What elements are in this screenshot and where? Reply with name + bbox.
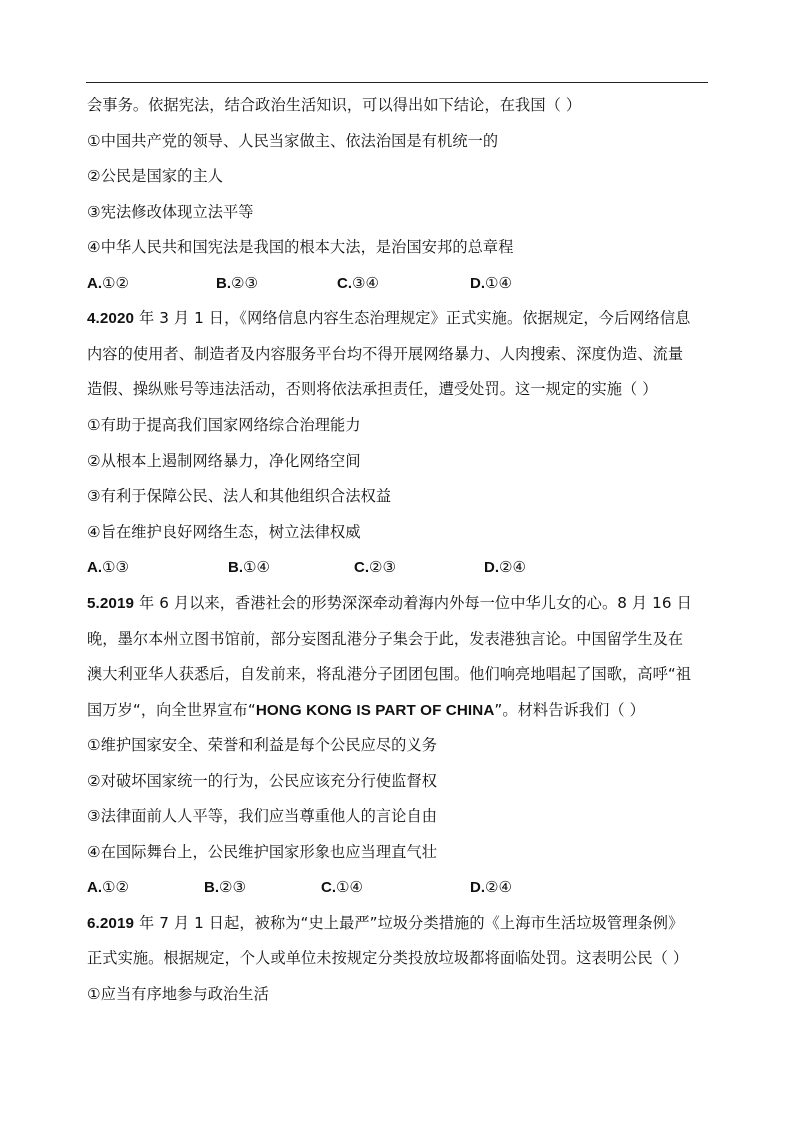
- q3-choice-a[interactable]: A.①②: [87, 274, 129, 292]
- q5-stem-line-4: 国万岁“，向全世界宣布“HONG KONG IS PART OF CHINA”。材料告诉我们（ ）: [87, 701, 645, 719]
- q3-choice-d[interactable]: D.①④: [470, 274, 512, 292]
- q4-stem-line-3: 造假、操纵账号等违法活动，否则将依法承担责任，遭受处罚。这一规定的实施（ ）: [87, 380, 658, 398]
- q5-choice-c[interactable]: C.①④: [321, 878, 363, 896]
- q6-stem-line-2: 正式实施。根据规定，个人或单位未按规定分类投放垃圾都将面临处罚。这表明公民（ ）: [87, 949, 689, 967]
- q4-choice-d[interactable]: D.②④: [484, 558, 526, 576]
- q6-statement-1: ①应当有序地参与政治生活: [87, 985, 269, 1003]
- q5-stem-line-1: 5.2019 年 6 月以来，香港社会的形势深深牵动着海内外每一位中华儿女的心。8 月 16 日: [87, 594, 692, 612]
- q5-stem-line-3: 澳大利亚华人获悉后，自发前来，将乱港分子团团包围。他们响亮地唱起了国歌，高呼“祖: [87, 665, 692, 683]
- q4-statement-2: ②从根本上遏制网络暴力，净化网络空间: [87, 452, 361, 470]
- q4-statement-3: ③有利于保障公民、法人和其他组织合法权益: [87, 487, 392, 505]
- q4-stem-line-1: 4.2020 年 3 月 1 日，《网络信息内容生态治理规定》正式实施。依据规定，今后网络信息: [87, 309, 691, 327]
- q4-choice-b[interactable]: B.①④: [228, 558, 270, 576]
- q4-statement-1: ①有助于提高我们国家网络综合治理能力: [87, 416, 361, 434]
- q4-statement-4: ④旨在维护良好网络生态，树立法律权威: [87, 523, 361, 541]
- q5-statement-1: ①维护国家安全、荣誉和利益是每个公民应尽的义务: [87, 736, 438, 754]
- q5-number: 5.2019: [87, 595, 135, 612]
- q5-statement-4: ④在国际舞台上，公民维护国家形象也应当理直气壮: [87, 843, 438, 861]
- q4-number: 4.2020: [87, 310, 135, 327]
- q3-statement-2: ②公民是国家的主人: [87, 167, 224, 185]
- q3-statement-1: ①中国共产党的领导、人民当家做主、依法治国是有机统一的: [87, 132, 499, 150]
- q3-choice-b[interactable]: B.②③: [216, 274, 258, 292]
- q5-statement-3: ③法律面前人人平等，我们应当尊重他人的言论自由: [87, 807, 438, 825]
- q5-choice-b[interactable]: B.②③: [204, 878, 246, 896]
- q5-statement-2: ②对破坏国家统一的行为，公民应该充分行使监督权: [87, 772, 438, 790]
- q4-stem-line-2: 内容的使用者、制造者及内容服务平台均不得开展网络暴力、人肉搜索、深度伪造、流量: [87, 345, 684, 363]
- header-rule: [86, 82, 708, 83]
- q3-statement-3: ③宪法修改体现立法平等: [87, 203, 254, 221]
- q3-stem: 会事务。依据宪法，结合政治生活知识，可以得出如下结论，在我国（ ）: [87, 96, 582, 114]
- q3-statement-4: ④中华人民共和国宪法是我国的根本大法，是治国安邦的总章程: [87, 238, 514, 256]
- q5-choice-d[interactable]: D.②④: [470, 878, 512, 896]
- q4-choice-c[interactable]: C.②③: [354, 558, 396, 576]
- q6-number: 6.2019: [87, 915, 135, 932]
- q5-choice-a[interactable]: A.①②: [87, 878, 129, 896]
- q6-stem-line-1: 6.2019 年 7 月 1 日起，被称为“史上最严”垃圾分类措施的《上海市生活垃圾管理条例》: [87, 914, 684, 932]
- q3-choice-c[interactable]: C.③④: [337, 274, 379, 292]
- q5-stem-line-2: 晚，墨尔本州立图书馆前，部分妄图乱港分子集会于此，发表港独言论。中国留学生及在: [87, 630, 684, 648]
- q5-english-slogan: HONG KONG IS PART OF CHINA: [255, 702, 495, 719]
- q4-choice-a[interactable]: A.①③: [87, 558, 129, 576]
